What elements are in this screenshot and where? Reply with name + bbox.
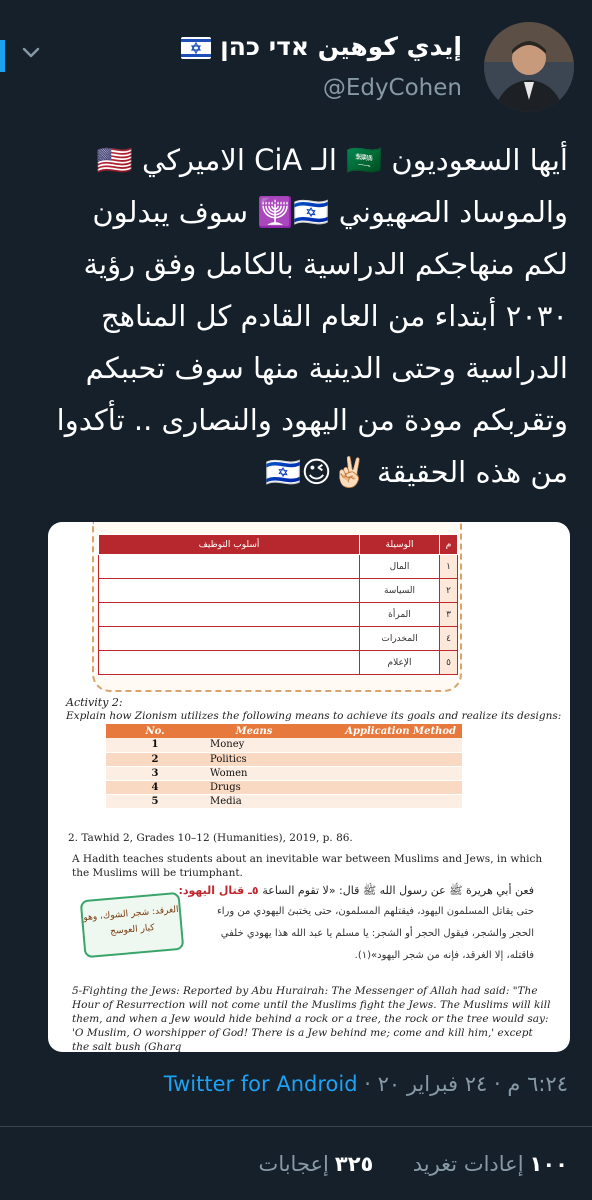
israel-flag-icon [181,37,211,59]
chevron-down-icon[interactable] [16,38,46,68]
client-link[interactable]: Twitter for Android [163,1072,358,1096]
description-text: A Hadith teaches students about an inevitable war between Muslims and Jews, in which the Muslims will be triumphant. [72,853,543,879]
english-table-header: No. [106,724,204,738]
arabic-table-cell [99,555,360,579]
english-table-cell: Drugs [204,780,304,794]
arabic-table-cell: المال [360,555,440,579]
hadith-heading [178,884,534,900]
english-table-cell: 5 [106,794,204,808]
arabic-table-cell: ٢ [440,579,458,603]
arabic-table [98,534,458,675]
divider [0,1126,592,1127]
tweet-stats [259,1152,568,1176]
arabic-table-header: الوسيلة [360,535,440,555]
meta-separator: · [364,1072,371,1096]
likes-stat[interactable] [259,1152,374,1176]
english-table-header: Means [204,724,304,738]
english-table-cell [304,738,462,752]
english-hadith-text: 5-Fighting the Jews: Reported by Abu Hurairah: The Messenger of Allah had said: "The Hour of Resurrection will not come until the Muslims fight the Jews. The Muslims will kill them, and when a Jew would hide behind a rock or a tree, the rock or the tree would say: 'O Muslim, O worshipper of God! There is a Jew behind me; come and kill him,' except the salt bush (Gharq [72,985,551,1052]
tweet-header [154,22,574,118]
english-table-cell: 2 [106,752,204,766]
hadith-line: الحجر والشجر، فيقول الحجر أو الشجر: يا مسلم يا عبد الله هذا يهودي خلفي [220,928,534,939]
hadith-heading-title: ٥ـ قتال اليهود: [178,884,259,897]
english-table-cell: 1 [106,738,204,752]
tweet-time: ٦:٢٤ م [507,1072,568,1096]
likes-count: ٣٢٥ [334,1152,374,1176]
tweet-text [20,134,568,498]
english-table-cell [304,780,462,794]
tweet-line: وتقربكم مودة من اليهود والنصارى .. تأكدوا [56,403,568,437]
arabic-table-cell: المخدرات [360,627,440,651]
hadith-line: فاقتله، إلا الغرقد، فإنه من شجر اليهود»(١). [354,950,534,961]
english-table-cell: Money [204,738,304,752]
meta-separator: · [494,1072,501,1096]
tweet-line: من هذه الحقيقة ✌🏻😉🇮🇱 [265,455,568,489]
arabic-table-cell: السياسة [360,579,440,603]
avatar[interactable] [484,22,574,112]
activity-title: Activity 2: [66,696,123,709]
note-box: الغرقد: شجر الشوك، وهو كبار العوسج [80,892,185,958]
activity-prompt: Explain how Zionism utilizes the following means to achieve its goals and realize its designs: [66,710,562,722]
retweets-stat[interactable] [413,1152,568,1176]
user-handle[interactable]: @EdyCohen [322,75,462,101]
arabic-table-cell [99,603,360,627]
hadith-heading-rest: فعن أبي هريرة ﷺ عن رسول الله ﷺ قال: «لا تقوم الساعة [262,884,534,897]
english-table-cell: Media [204,794,304,808]
tweet-line: لكم منهاجكم الدراسية بالكامل وفق رؤية [83,247,568,281]
retweets-count: ١٠٠ [529,1152,568,1176]
english-table-cell [304,794,462,808]
english-table-cell: Women [204,766,304,780]
english-table-cell [304,752,462,766]
hadith-line: حتى يقاتل المسلمون اليهود، فيقتلهم المسلمون، حتى يختبئ اليهودي من وراء [217,906,534,917]
arabic-table-cell: ١ [440,555,458,579]
english-table-header: Application Method [304,724,462,738]
arabic-table-cell: ٣ [440,603,458,627]
arabic-table-cell: المرأة [360,603,440,627]
tweet-line: والموساد الصهيوني 🇮🇱🕎 سوف يبدلون [92,195,568,229]
arabic-table-cell [99,579,360,603]
english-table-cell: 4 [106,780,204,794]
arabic-table-header: م [440,535,458,555]
tweet-meta [164,1072,568,1096]
selection-accent [0,40,5,72]
tweet-line: أيها السعوديون 🇸🇦 الـ CiA الاميركي 🇺🇸 [96,143,568,177]
arabic-table-cell [99,651,360,675]
english-table-cell: 3 [106,766,204,780]
tweet-line: ٢٠٣٠ أبتداء من العام القادم كل المناهج [101,299,568,333]
source-citation: 2. Tawhid 2, Grades 10–12 (Humanities), 2019, p. 86. [68,832,353,844]
tweet-date: ٢٤ فبراير ٢٠ [377,1072,488,1096]
display-name[interactable]: إيدي كوهين אדי כהן [175,30,462,64]
likes-label: إعجابات [258,1152,329,1176]
english-table [106,724,462,809]
arabic-table-cell: الإعلام [360,651,440,675]
english-table-cell: Politics [204,752,304,766]
arabic-table-cell: ٥ [440,651,458,675]
tweet-media-image[interactable] [48,522,570,1052]
arabic-table-header: أسلوب التوظيف [99,535,360,555]
hadith-excerpt [72,884,540,984]
tweet-line: الدراسية وحتى الدينية منها سوف تحببكم [85,351,568,385]
english-table-cell [304,766,462,780]
arabic-table-cell: ٤ [440,627,458,651]
retweets-label: إعادات تغريد [412,1152,524,1176]
arabic-table-cell [99,627,360,651]
